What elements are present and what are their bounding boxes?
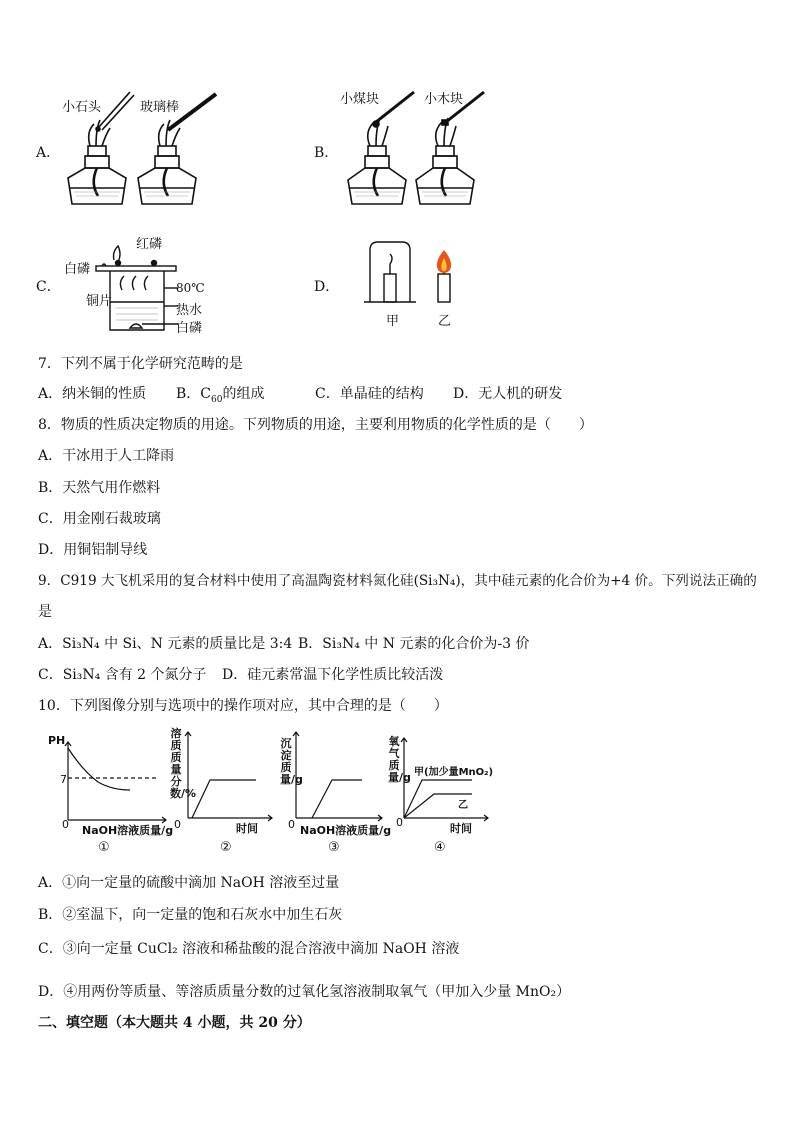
g4-yi-label: 乙 [458,800,468,811]
fig-A-right-tag: 玻璃棒 [140,100,180,115]
q8-stem: 8．物质的性质决定物质的用途。下列物质的用途，主要利用物质的化学性质的是（ ） [38,417,593,433]
fig-C-beaker [92,244,178,336]
g3-number: ③ [328,840,340,855]
q10-option-a: A．①向一定量的硫酸中滴加 NaOH 溶液至过量 [38,875,340,891]
g1-plot [64,740,170,824]
g3-ylabel: 沉淀质量/g [280,737,303,786]
q7-option-c: C．单晶硅的结构 [315,386,424,402]
fig-C-copper: 铜片 [86,294,113,309]
g1-seven: 7 [60,773,67,786]
g1-xlabel: NaOH溶液质量/g [82,824,174,837]
fig-D-label: D． [314,279,340,295]
q8-option-c: C．用金刚石裁玻璃 [38,511,161,527]
fig-B-label: B． [314,145,339,161]
fig-B-alcohol-lamps [342,88,502,216]
fig-C-red-phosphorus: 红磷 [136,237,163,252]
q10-option-b: B．②室温下，向一定量的饱和石灰水中加生石灰 [38,907,343,923]
fig-D-candles [364,240,464,306]
q9-stem-line1: 9．C919 大飞机采用的复合材料中使用了高温陶瓷材料氮化硅(Si₃N₄)，其中硅元素的化合价为+4 价。下列说法正确的 [38,573,757,589]
g4-origin: 0 [396,816,403,829]
fig-B-left-tag: 小煤块 [340,92,380,107]
g2-ylabel: 溶质质量分数/% [170,727,197,800]
g3-origin: 0 [288,818,295,831]
g4-xlabel: 时间 [450,822,472,835]
g4-plot [400,736,492,822]
q10-option-c: C．③向一定量 CuCl₂ 溶液和稀盐酸的混合溶液中滴加 NaOH 溶液 [38,941,460,957]
g1-origin: 0 [62,818,69,831]
fig-C-hot-water: 热水 [176,303,203,318]
q7-option-a: A．纳米铜的性质 [38,386,147,402]
section2-heading: 二、填空题（本大题共 4 小题，共 20 分） [38,1015,311,1031]
g4-number: ④ [434,840,446,855]
g1-number: ① [98,840,110,855]
g3-xlabel: NaOH溶液质量/g [300,824,392,837]
fig-A-alcohol-lamps [60,88,240,216]
fig-D-yi: 乙 [438,314,452,329]
q9-option-d: D．硅元素常温下化学性质比较活泼 [222,667,444,683]
q9-option-a: A．Si₃N₄ 中 Si、N 元素的质量比是 3:4 [38,636,293,652]
g3-plot [292,730,386,824]
q10-option-d: D．④用两份等质量、等溶质质量分数的过氧化氢溶液制取氧气（甲加入少量 MnO₂） [38,984,571,1000]
fig-C-white-phosphorus-bottom: 白磷 [176,321,203,336]
g2-origin: 0 [174,818,181,831]
fig-C-label: C． [36,279,61,295]
g2-plot [184,730,276,824]
q9-option-c: C．Si₃N₄ 含有 2 个氮分子 [38,667,207,683]
q10-stem: 10．下列图像分别与选项中的操作项对应，其中合理的是（ ） [38,698,448,714]
g4-jia-label: 甲(加少量MnO₂) [414,767,494,778]
q8-option-a: A．干冰用于人工降雨 [38,448,175,464]
g2-xlabel: 时间 [236,822,258,835]
fig-C-temp: 80℃ [176,281,205,295]
q7-option-b: B．$C_{60}$的组成 [176,386,265,405]
fig-A-label: A． [36,145,61,161]
fig-A-left-tag: 小石头 [62,100,102,115]
q9-option-b: B．Si₃N₄ 中 N 元素的化合价为-3 价 [298,636,530,652]
fig-B-right-tag: 小木块 [424,92,464,107]
g1-ylabel: PH [48,734,66,747]
q7-option-d: D．无人机的研发 [453,386,563,402]
fig-D-jia: 甲 [386,314,400,329]
g2-number: ② [220,840,232,855]
g4-ylabel: 氧气质量/g [388,735,411,784]
q8-option-b: B．天然气用作燃料 [38,480,161,496]
q7-stem: 7．下列不属于化学研究范畴的是 [38,356,243,372]
q8-option-d: D．用铜铝制导线 [38,542,148,558]
fig-C-white-phosphorus-top: 白磷 [64,262,91,277]
q9-stem-line2: 是 [38,604,52,620]
